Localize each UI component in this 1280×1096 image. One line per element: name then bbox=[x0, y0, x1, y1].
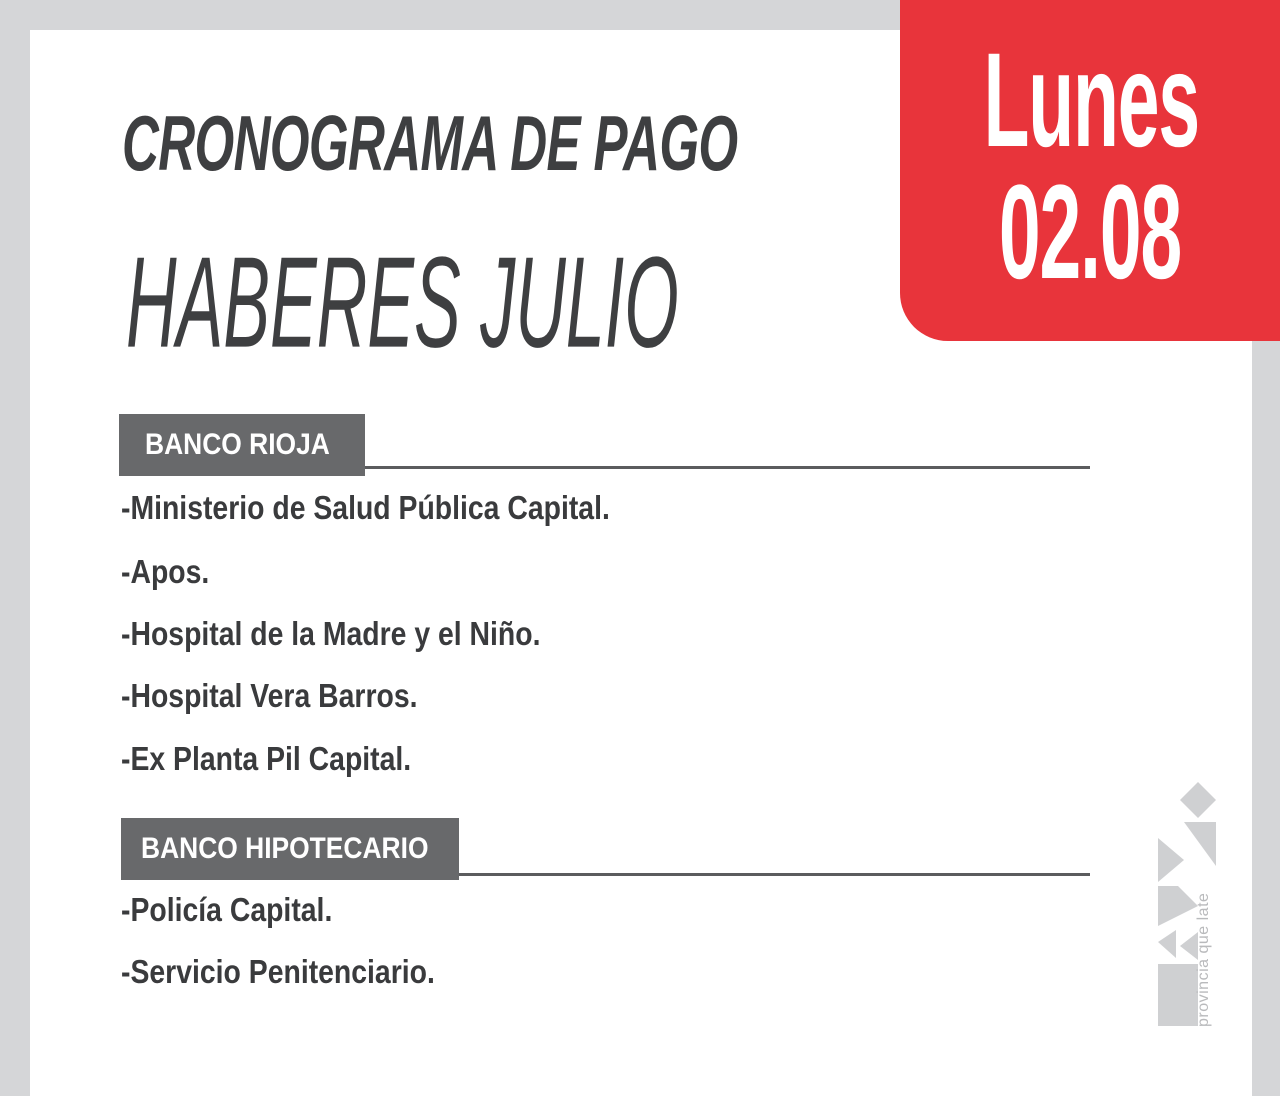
bank-rioja-tag: BANCO RIOJA bbox=[119, 414, 365, 476]
page-title: CRONOGRAMA DE PAGO bbox=[122, 99, 738, 187]
date-badge bbox=[900, 0, 1280, 341]
logo-tagline: provincia que late bbox=[1195, 892, 1212, 1027]
list-item: -Policía Capital. bbox=[121, 891, 333, 928]
bank-hipotecario-tag: BANCO HIPOTECARIO bbox=[121, 818, 459, 880]
list-item: -Ex Planta Pil Capital. bbox=[121, 740, 412, 777]
section-divider bbox=[459, 873, 1090, 876]
list-item: -Ministerio de Salud Pública Capital. bbox=[121, 489, 610, 526]
section-divider bbox=[365, 466, 1090, 469]
date-number: 02.08 bbox=[998, 158, 1182, 307]
list-item: -Hospital de la Madre y el Niño. bbox=[121, 615, 541, 652]
page-subtitle: HABERES JULIO bbox=[126, 229, 679, 375]
list-item: -Apos. bbox=[121, 553, 210, 590]
list-item: -Servicio Penitenciario. bbox=[121, 953, 435, 990]
list-item: -Hospital Vera Barros. bbox=[121, 677, 418, 714]
date-day: Lunes bbox=[983, 26, 1199, 175]
